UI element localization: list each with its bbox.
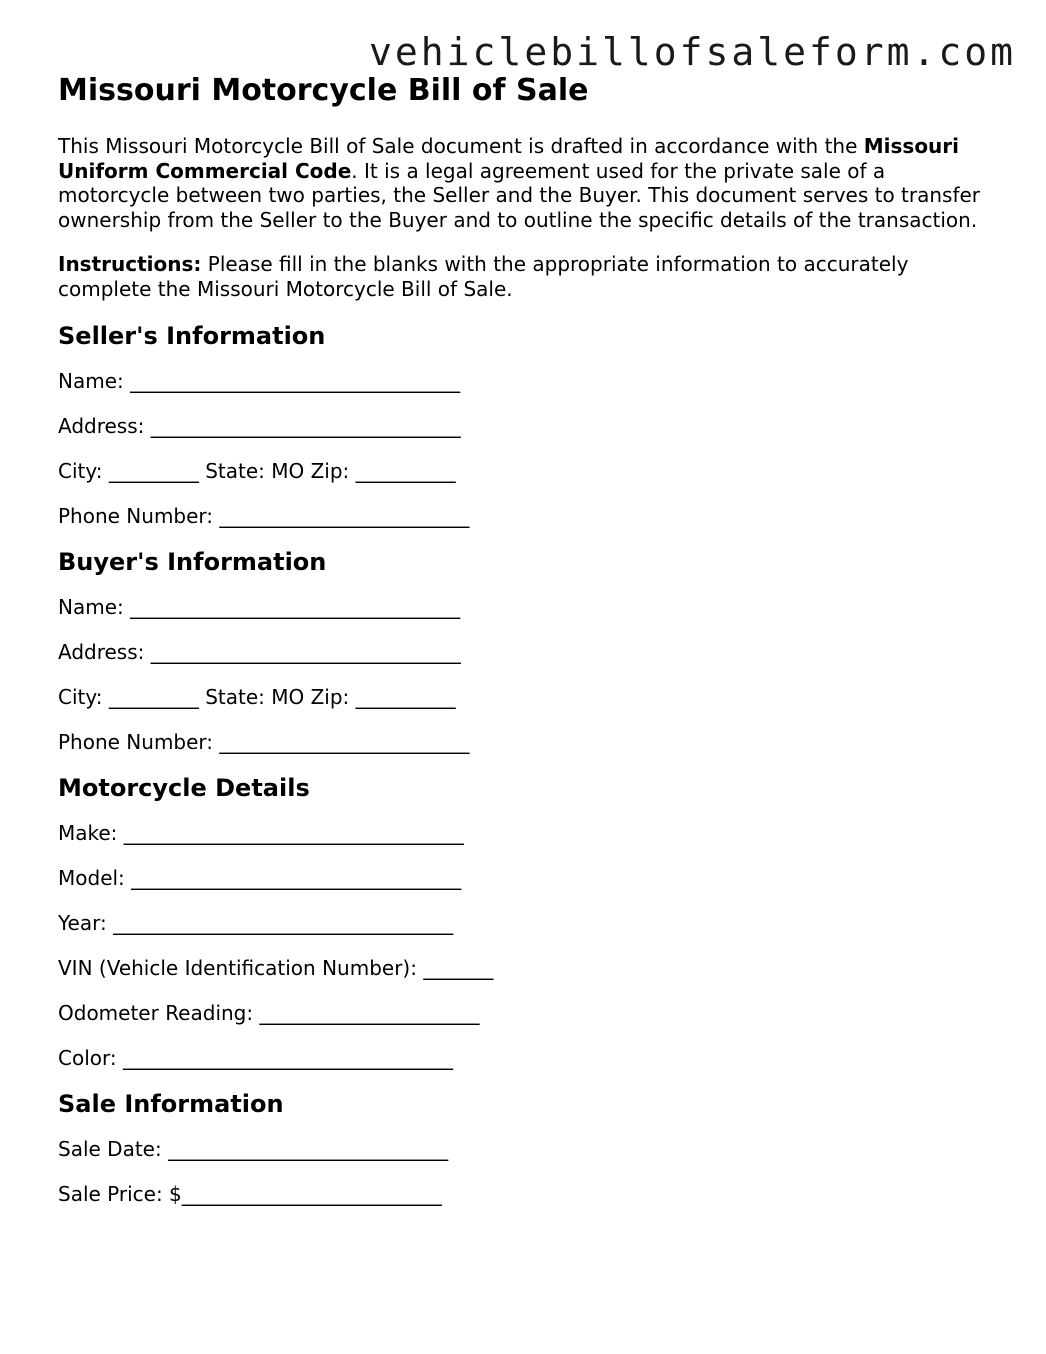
intro-code-name: Missouri Uniform Commercial Code: [58, 134, 960, 183]
buyer-phone-field[interactable]: Phone Number: _________________________: [58, 730, 470, 754]
document-body: [58, 72, 998, 1207]
model-field[interactable]: Model: _________________________________: [58, 866, 462, 890]
sale-price-field[interactable]: Sale Price: $__________________________: [58, 1182, 442, 1206]
intro-text-1: This Missouri Motorcycle Bill of Sale document is drafted in accordance with the: [58, 134, 864, 158]
instructions-text: Please fill in the blanks with the appropriate information to accurately complete the Missouri Motorcycle Bill of Sale.: [58, 252, 909, 301]
odometer-field[interactable]: Odometer Reading: ______________________: [58, 1001, 480, 1025]
buyer-city-state-zip-field[interactable]: City: _________ State: MO Zip: __________: [58, 685, 456, 709]
make-field[interactable]: Make: __________________________________: [58, 821, 464, 845]
watermark: vehiclebillofsaleform.com: [369, 30, 1016, 74]
buyer-heading: Buyer's Information: [58, 548, 327, 576]
sale-date-field[interactable]: Sale Date: ____________________________: [58, 1137, 449, 1161]
motorcycle-heading: Motorcycle Details: [58, 774, 310, 802]
color-field[interactable]: Color: _________________________________: [58, 1046, 453, 1070]
buyer-name-field[interactable]: Name: _________________________________: [58, 595, 461, 619]
seller-heading: Seller's Information: [58, 322, 326, 350]
buyer-address-field[interactable]: Address: _______________________________: [58, 640, 461, 664]
instructions-label: Instructions:: [58, 252, 202, 276]
vin-field[interactable]: VIN (Vehicle Identification Number): _______: [58, 956, 494, 980]
intro-text-2: . It is a legal agreement used for the private sale of a motorcycle between two parties, the Seller and the Buyer. This document serves to transfer ownership from the Seller to the Buyer and to outline the specific details of the transaction.: [58, 158, 981, 232]
sale-heading: Sale Information: [58, 1090, 284, 1118]
intro-paragraph: [58, 134, 998, 232]
seller-address-field[interactable]: Address: _______________________________: [58, 414, 461, 438]
instructions-paragraph: [58, 252, 998, 301]
page-title: Missouri Motorcycle Bill of Sale: [58, 73, 589, 108]
year-field[interactable]: Year: __________________________________: [58, 911, 454, 935]
seller-phone-field[interactable]: Phone Number: _________________________: [58, 504, 470, 528]
seller-city-state-zip-field[interactable]: City: _________ State: MO Zip: __________: [58, 459, 456, 483]
seller-name-field[interactable]: Name: _________________________________: [58, 369, 461, 393]
